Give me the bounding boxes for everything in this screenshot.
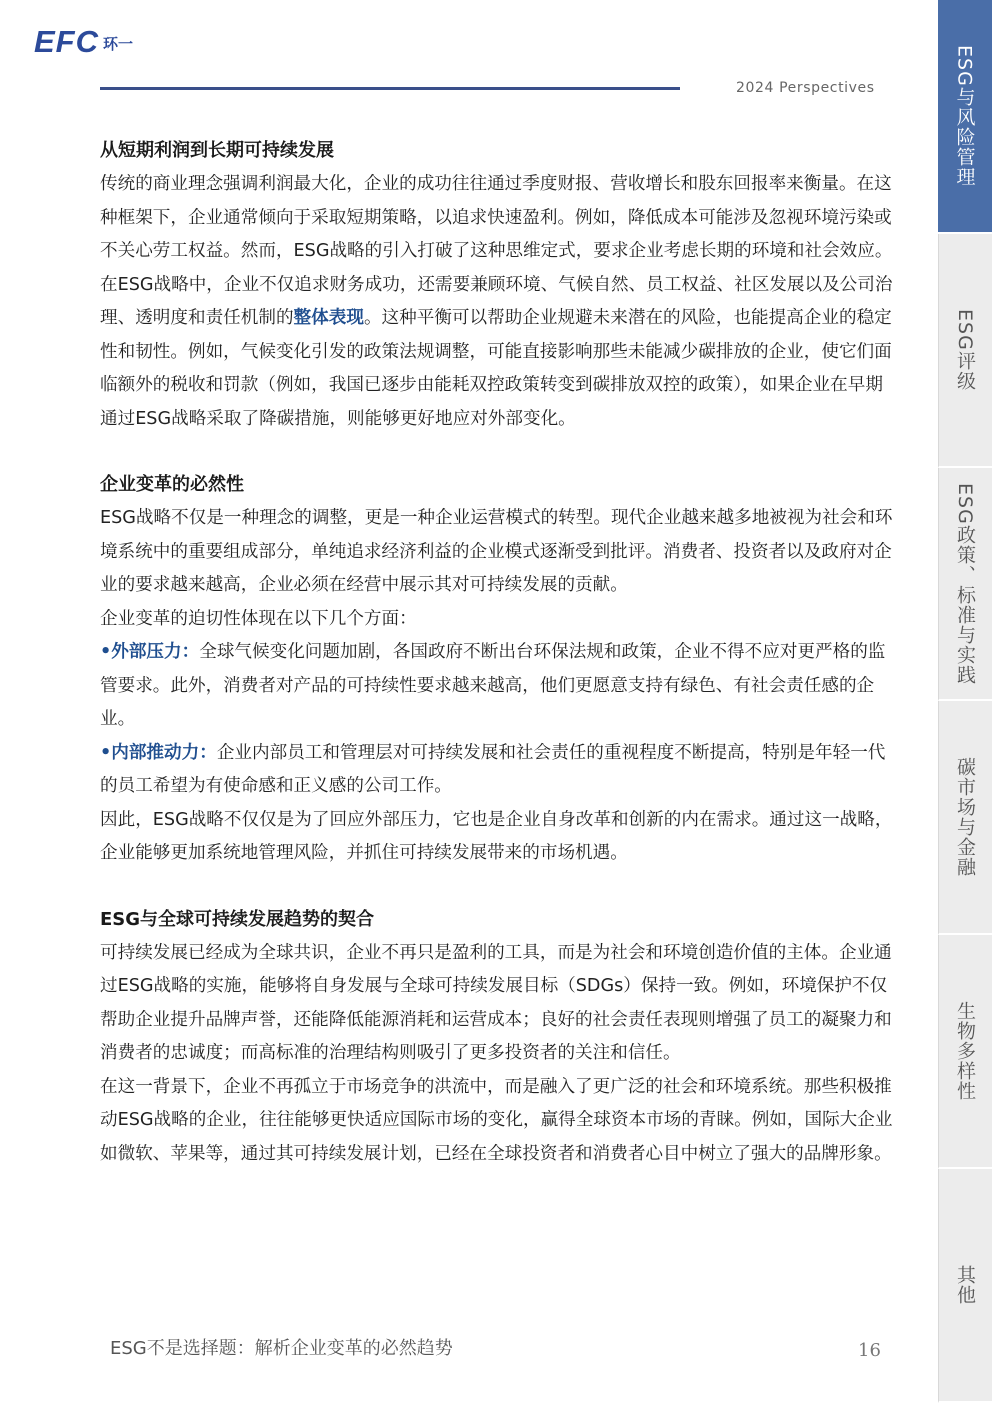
bullet-item [100,636,900,737]
bullet-key: •内部推动力： [100,742,217,763]
footer-title: ESG不是选择题：解析企业变革的必然趋势 [110,1338,453,1359]
highlight-term: 整体表现 [293,308,364,328]
paragraph-text: 。这种平衡可以帮助企业规避未来潜在的风险，也能提高企业的稳定性和韧性。例如，气候变化引发的政策法规调整，可能直接影响那些未能减少碳排放的企业，使它们面临额外的税收和罚款（例如，我国已逐步由能耗双控政策转变到碳排放双控的政策），如果企业在早期通过ESG战略采取了降碳措施，则能够更好地应对外部变化。 [100,308,892,429]
logo-sub: 环一 [103,35,134,53]
section-heading: 从短期利润到长期可持续发展 [100,140,334,161]
tab-biodiversity[interactable] [938,935,992,1169]
side-nav [938,0,992,1403]
paragraph: 企业变革的迫切性体现在以下几个方面： [100,608,417,629]
tab-label: ESG与风险管理 [953,45,976,187]
paragraph: 可持续发展已经成为全球共识，企业不再只是盈利的工具，而是为社会和环境创造价值的主体。企业通过ESG战略的实施，能够将自身发展与全球可持续发展目标（SDGs）保持一致。例如，环境保护不仅帮助企业提升品牌声誉，还能降低能源消耗和运营成本；良好的社会责任表现则增强了员工的凝聚力和消费者的忠诚度；而高标准的治理结构则吸引了更多投资者的关注和信任。 [100,942,892,1063]
bullet-item [100,737,900,804]
header-year-label: 2024 Perspectives [736,80,875,96]
section-heading: ESG与全球可持续发展趋势的契合 [100,908,375,930]
paragraph [100,269,900,437]
paragraph: ESG战略不仅是一种理念的调整，更是一种企业运营模式的转型。现代企业越来越多地被视为社会和环境系统中的重要组成部分，单纯追求经济利益的企业模式逐渐受到批评。消费者、投资者以及政府对企业的要求越来越高，企业必须在经营中展示其对可持续发展的贡献。 [100,508,893,595]
bullet-text: 企业内部员工和管理层对可持续发展和社会责任的重视程度不断提高，特别是年轻一代的员工希望为有使命感和正义感的公司工作。 [100,742,886,796]
bullet-key: •外部压力： [100,642,200,662]
tab-esg-rating[interactable] [938,234,992,468]
page-number: 16 [858,1340,881,1361]
paragraph: 在这一背景下，企业不再孤立于市场竞争的洪流中，而是融入了更广泛的社会和环境系统。那些积极推动ESG战略的企业，往往能够更快适应国际市场的变化，赢得全球资本市场的青睐。例如，国际大企业如微软、苹果等，通过其可持续发展计划，已经在全球投资者和消费者心目中树立了强大的品牌形象。 [100,1076,893,1164]
tab-esg-policy-standards[interactable] [938,468,992,702]
tab-label: ESG政策、标准与实践 [954,482,976,685]
header-divider [100,87,680,90]
paragraph: 传统的商业理念强调利润最大化，企业的成功往往通过季度财报、营收增长和股东回报率来衡量。在这种框架下，企业通常倾向于采取短期策略，以追求快速盈利。例如，降低成本可能涉及忽视环境污染或不关心劳工权益。然而，ESG战略的引入打破了这种思维定式，要求企业考虑长期的环境和社会效应。 [100,174,893,261]
tab-label: ESG评级 [954,308,976,391]
tab-label: 碳市场与金融 [954,757,976,878]
bullet-text: 全球气候变化问题加剧，各国政府不断出台环保法规和政策，企业不得不应对更严格的监管要求。此外，消费者对产品的可持续性要求越来越高，他们更愿意支持有绿色、有社会责任感的企业。 [100,642,886,729]
paragraph-text: 在ESG战略中，企业不仅追求财务成功，还需要兼顾环境、气候自然、员工权益、社区发展以及公司治理、透明度和责任机制的 [100,274,893,328]
tab-other[interactable] [938,1169,992,1403]
tab-label: 生物多样性 [954,1001,976,1102]
efc-logo [34,26,133,57]
logo-mark: EFC [34,24,99,59]
article-body [100,134,900,1171]
tab-carbon-market-finance[interactable] [938,701,992,935]
section-gap [100,436,900,468]
tab-esg-risk-management[interactable] [938,0,992,234]
tab-label: 其他 [954,1265,976,1306]
paragraph: 因此，ESG战略不仅仅是为了回应外部压力，它也是企业自身改革和创新的内在需求。通过这一战略，企业能够更加系统地管理风险，并抓住可持续发展带来的市场机遇。 [100,809,893,863]
section-gap [100,871,900,903]
section-heading: 企业变革的必然性 [100,474,244,495]
